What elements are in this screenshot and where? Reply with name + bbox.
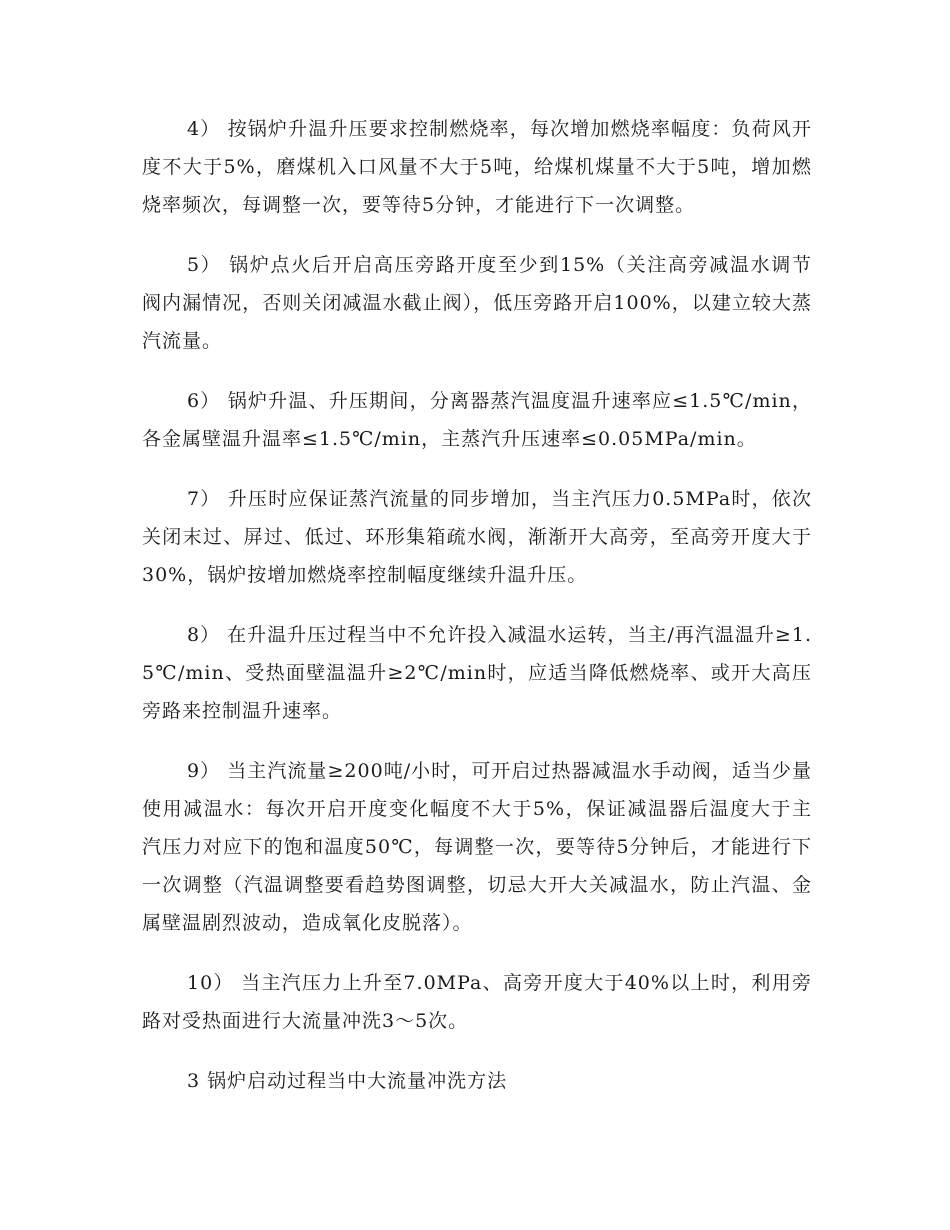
paragraph-step-8: 8） 在升温升压过程当中不允许投入减温水运转，当主/再汽温温升≥1.5℃/min、受热面壁温温升≥2℃/min时，应适当降低燃烧率、或开大高压旁路来控制温升速率。 — [142, 624, 812, 722]
paragraph-step-6: 6） 锅炉升温、升压期间，分离器蒸汽温度温升速率应≤1.5℃/min，各金属壁温升温率≤1.5℃/min，主蒸汽升压速率≤0.05MPa/min。 — [142, 390, 812, 450]
paragraph-step-5: 5） 锅炉点火后开启高压旁路开度至少到15%（关注高旁减温水调节阀内漏情况，否则关闭减温水截止阀），低压旁路开启100%，以建立较大蒸汽流量。 — [142, 254, 812, 352]
section-heading: 3 锅炉启动过程当中大流量冲洗方法 — [187, 1070, 508, 1092]
paragraph-step-4: 4） 按锅炉升温升压要求控制燃烧率，每次增加燃烧率幅度：负荷风开度不大于5%，磨煤机入口风量不大于5吨，给煤机煤量不大于5吨，增加燃烧率频次，每调整一次，要等待5分钟，才能进行下一次调整。 — [142, 118, 812, 216]
paragraph-step-7: 7） 升压时应保证蒸汽流量的同步增加，当主汽压力0.5MPa时，依次关闭末过、屏过、低过、环形集箱疏水阀，渐渐开大高旁，至高旁开度大于30%，锅炉按增加燃烧率控制幅度继续升温升压。 — [142, 488, 812, 586]
paragraph-step-10: 10） 当主汽压力上升至7.0MPa、高旁开度大于40%以上时，利用旁路对受热面进行大流量冲洗3～5次。 — [142, 972, 812, 1032]
paragraph-step-9: 9） 当主汽流量≥200吨/小时，可开启过热器减温水手动阀，适当少量使用减温水：每次开启开度变化幅度不大于5%，保证减温器后温度大于主汽压力对应下的饱和温度50℃，每调整一次，要等待5分钟后，才能进行下一次调整（汽温调整要看趋势图调整，切忌大开大关减温水，防止汽温、金属壁温剧烈波动，造成氧化皮脱落）。 — [142, 760, 812, 934]
